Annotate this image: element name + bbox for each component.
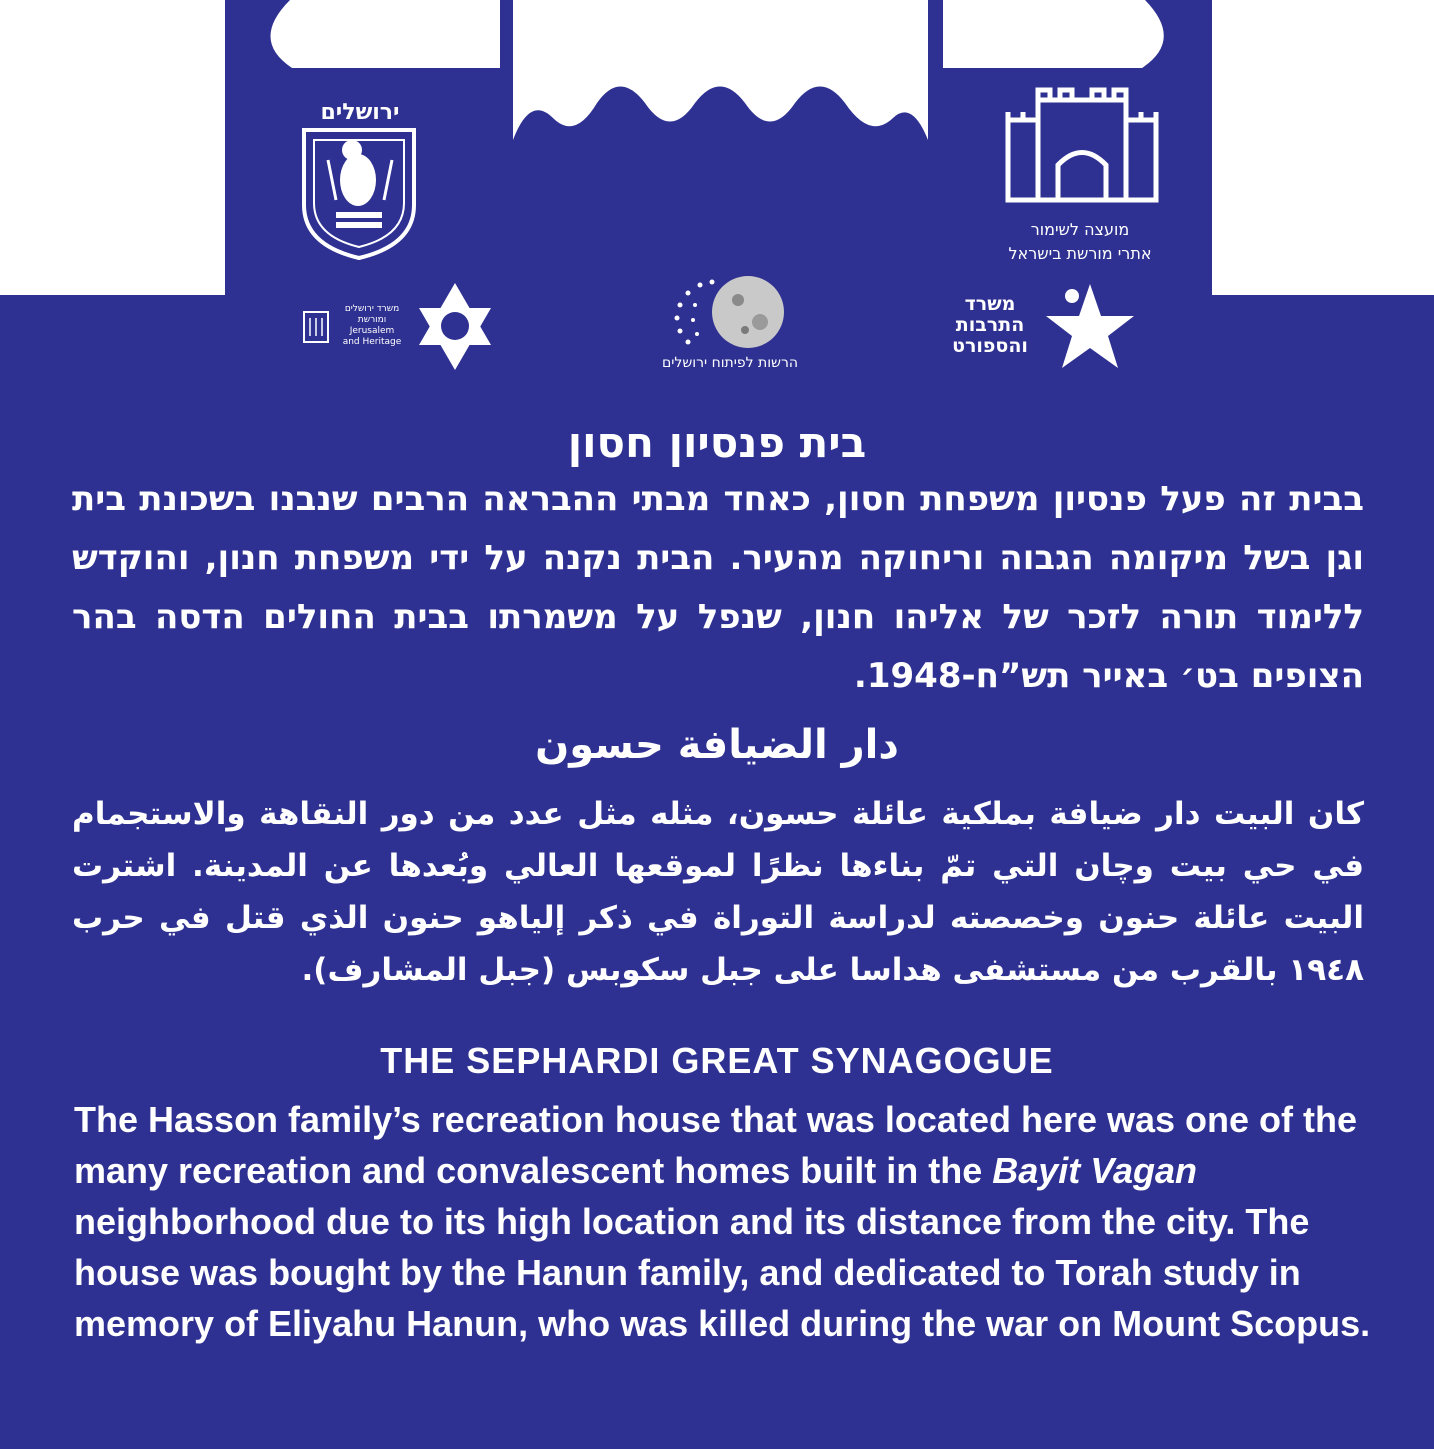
- culture-line3: והספורט: [952, 335, 1028, 357]
- hebrew-body: בבית זה פעל פנסיון משפחת חסון, כאחד מבתי ההבראה הרבים שנבנו בשכונת בית וגן בשל מיקומה הגבוה וריחוקה מהעיר. הבית נקנה על ידי משפחת חנון, והוקדש ללימוד תורה לזכר של אליהו חנון, שנפל על משמרתו בבית החולים הדסה בהר הצופים בט׳ באייר תש”ח-1948.: [72, 479, 1364, 696]
- ministry-line3: Jerusalem: [349, 326, 395, 336]
- hebrew-title: בית פנסיון חסון: [567, 418, 867, 467]
- ministry-line2: ומורשת: [357, 315, 387, 325]
- heritage-council-label: [960, 218, 1200, 266]
- english-body-part2: neighborhood due to its high location and its distance from the city. The house was bought by the Hanun family, and dedicated to Torah study in memory of Eliyahu Hanun, who was killed during the war on Mount Scopus.: [74, 1201, 1371, 1344]
- culture-line1: משרד: [964, 293, 1016, 315]
- culture-ministry-label: [940, 294, 1040, 357]
- arabic-body: كان البيت دار ضيافة بملكية عائلة حسون، مثله مثل عدد من دور النقاهة والاستجمام في حي بيت وچان التي تمّ بناءها نظرًا لموقعها العالي وبُعدها عن المدينة. اشترت البيت عائلة حنون وخصصته لدراسة التوراة في ذكر إلياهو حنون الذي قتل في حرب ١٩٤٨ بالقرب من مستشفى هداسا على جبل سكوبس (جبل المشارف).: [72, 796, 1364, 988]
- english-body-part1: The Hasson family’s recreation house that was located here was one of the many recreation and convalescent homes built in the: [74, 1099, 1358, 1191]
- heritage-council-line1: מועצה לשימור: [1030, 220, 1130, 239]
- ministry-line1: משרד ירושלים: [344, 304, 400, 314]
- english-body: [74, 1094, 1374, 1349]
- culture-line2: התרבות: [955, 314, 1025, 336]
- ministry-jerusalem-label: [334, 304, 410, 348]
- jerusalem-logo-label: ירושלים: [320, 100, 400, 125]
- english-title: THE SEPHARDI GREAT SYNAGOGUE: [380, 1040, 1054, 1081]
- arabic-title: دار الضيافة حسون: [535, 722, 899, 768]
- development-authority-label: הרשות לפיתוח ירושלים: [661, 355, 799, 371]
- heritage-council-line2: אתרי מורשת בישראל: [1008, 244, 1152, 263]
- english-body-place-name: Bayit Vagan: [992, 1150, 1197, 1191]
- ministry-line4: and Heritage: [342, 337, 402, 347]
